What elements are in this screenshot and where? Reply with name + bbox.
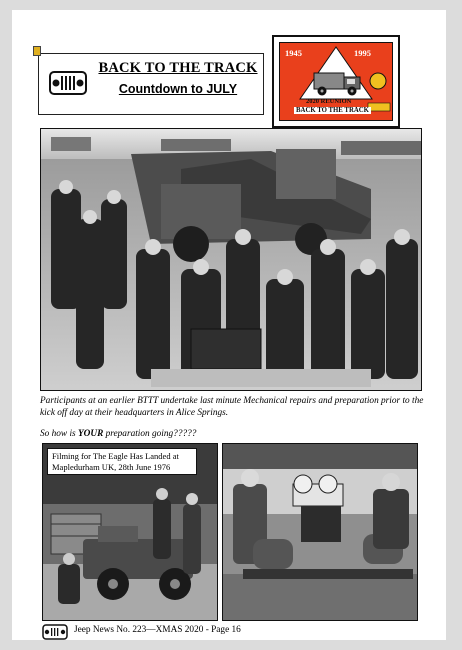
logo-banner-text: BACK TO THE TRACK (296, 107, 369, 114)
logo-panel (279, 42, 393, 121)
question-pre: So how is (40, 429, 78, 439)
photo-jeep-filming (42, 443, 218, 621)
inset-caption (47, 448, 197, 475)
magazine-page (12, 10, 446, 640)
photo-camera-crew (222, 443, 418, 621)
jeep-grille-icon (49, 68, 87, 98)
main-photo-mechanics (40, 128, 422, 391)
inset-caption-line1: Filming for The Eagle Has Landed at (52, 451, 179, 461)
pin-icon (33, 46, 41, 56)
footer-page-info: Jeep News No. 223—XMAS 2020 - Page 16 (74, 625, 241, 635)
page-subtitle: Countdown to JULY (118, 82, 238, 96)
header-banner (38, 53, 264, 115)
question-text (40, 429, 424, 439)
inset-caption-line2: Mapledurham UK, 28th June 1976 (52, 461, 171, 472)
reunion-logo (272, 35, 400, 128)
logo-year-start: 1945 (285, 48, 302, 58)
page-title: BACK TO THE TRACK (98, 60, 258, 76)
question-post: preparation going????? (103, 429, 197, 439)
logo-reunion: 2020 REUNION (306, 98, 352, 105)
photo-caption: Participants at an earlier BTTT undertake last minute Mechanical repairs and preparation prior to the kick off day at their headquarters in Alice Springs. (40, 396, 424, 418)
question-emphasis: YOUR (77, 429, 104, 439)
logo-year-end: 1995 (354, 48, 371, 58)
footer-jeep-grille-icon (42, 624, 68, 640)
